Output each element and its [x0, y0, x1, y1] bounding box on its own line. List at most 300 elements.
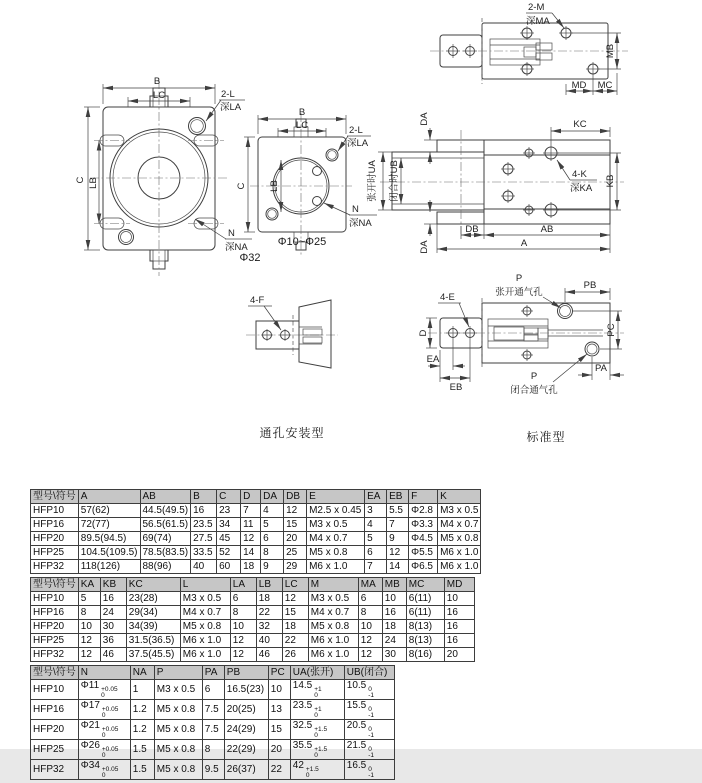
tolerance — [101, 687, 117, 699]
dim-label-db: DB — [465, 224, 479, 235]
table-cell: 18 — [382, 620, 406, 634]
tolerance-lower: -1 — [368, 732, 375, 739]
table-cell: 40 — [191, 560, 217, 574]
front-view-large — [75, 76, 261, 276]
table-cell: 23(28) — [126, 592, 180, 606]
table-cell — [78, 760, 130, 780]
tolerance-upper: +1.5 — [305, 766, 319, 773]
table-cell: M4 x 0.7 — [180, 606, 230, 620]
cell-value: 23.5 — [292, 700, 313, 711]
table-cell: 12 — [78, 634, 100, 648]
table-cell: 8(16) — [406, 648, 444, 662]
column-header: 型号\符号 — [31, 666, 79, 680]
table-cell: 20 — [268, 740, 290, 760]
table-cell: 16 — [191, 504, 217, 518]
table-row — [31, 504, 481, 518]
tolerance-lower: 0 — [314, 732, 318, 739]
dim-label-md: MD — [571, 80, 587, 91]
column-header: MA — [358, 578, 382, 592]
table-cell: 20 — [284, 532, 307, 546]
column-header: AB — [140, 490, 191, 504]
hole-depth-la: 深LA — [220, 102, 242, 113]
table-cell — [78, 700, 130, 720]
table-cell: 11 — [241, 518, 261, 532]
dim-label-d: D — [418, 329, 429, 337]
caption-through-hole-type: 通孔安装型 — [259, 426, 325, 440]
table-cell: 25 — [284, 546, 307, 560]
hole-label-2l: 2-L — [221, 89, 235, 100]
dim-label-b: B — [298, 107, 306, 118]
tolerance-upper: +1 — [314, 686, 322, 693]
table-cell: HFP16 — [31, 518, 79, 532]
hole-label-4f: 4-F — [250, 295, 265, 306]
table-cell: 18 — [256, 592, 282, 606]
table-cell: 60 — [217, 560, 241, 574]
column-header: B — [191, 490, 217, 504]
table-cell: 29(34) — [126, 606, 180, 620]
body-section — [299, 300, 331, 368]
table-cell — [78, 740, 130, 760]
table-cell: 20 — [444, 648, 474, 662]
table-cell: 9 — [261, 560, 284, 574]
table-cell: 16 — [444, 620, 474, 634]
header-row — [31, 490, 481, 504]
table-cell: 10 — [444, 592, 474, 606]
table-cell: 26(37) — [224, 760, 268, 780]
table-cell: 10 — [382, 592, 406, 606]
cell-value: 32.5 — [292, 720, 313, 731]
table-cell: 6 — [261, 532, 284, 546]
column-header: D — [241, 490, 261, 504]
table-cell: 40 — [256, 634, 282, 648]
hole-label-4k: 4-K — [572, 169, 587, 180]
table-cell: 72(77) — [78, 518, 140, 532]
column-header: LC — [282, 578, 308, 592]
dimension-table-1 — [30, 489, 481, 574]
table-cell: 12 — [284, 504, 307, 518]
table-cell — [290, 680, 344, 700]
table-cell: 12 — [358, 648, 382, 662]
column-header: A — [78, 490, 140, 504]
tolerance — [102, 767, 118, 779]
tolerance-upper: +1 — [314, 706, 322, 713]
table-cell: 1.5 — [130, 740, 154, 760]
table-cell: 69(74) — [140, 532, 191, 546]
column-header: DA — [261, 490, 284, 504]
table-cell: 36 — [100, 634, 126, 648]
table-cell: 27.5 — [191, 532, 217, 546]
table-cell: 7.5 — [202, 720, 224, 740]
table-cell: M5 x 0.8 — [154, 700, 202, 720]
dim-label-pc: PC — [606, 323, 617, 337]
dim-label-ea: EA — [426, 354, 440, 365]
side-view-middle — [366, 112, 624, 254]
hole-depth-na: 深NA — [349, 218, 372, 229]
hole-label-2m: 2-M — [528, 2, 545, 13]
tolerance-lower: 0 — [314, 752, 318, 759]
tolerance-upper: +0.05 — [101, 726, 119, 733]
dim-label-lc: LC — [295, 120, 309, 131]
table-cell: HFP25 — [31, 546, 79, 560]
table-cell: 46 — [256, 648, 282, 662]
table-cell: 14 — [241, 546, 261, 560]
tolerance-lower: 0 — [101, 732, 106, 739]
table-cell: 13 — [268, 700, 290, 720]
table-cell: M6 x 1.0 — [308, 634, 358, 648]
table-cell: 37.5(45.5) — [126, 648, 180, 662]
table-cell: 16 — [382, 606, 406, 620]
table-cell — [344, 760, 394, 780]
table-cell — [78, 680, 130, 700]
table-cell: 23 — [217, 504, 241, 518]
table-cell: 5 — [78, 592, 100, 606]
hole-label-2l: 2-L — [349, 125, 363, 136]
header-row — [31, 666, 395, 680]
cell-value: Φ21 — [80, 720, 100, 731]
table-cell: 23.5 — [191, 518, 217, 532]
table-cell: 22 — [282, 634, 308, 648]
table-cell: 30 — [382, 648, 406, 662]
table-cell: 1.2 — [130, 720, 154, 740]
table-cell: HFP20 — [31, 532, 79, 546]
tolerance — [102, 727, 118, 739]
column-header: E — [307, 490, 365, 504]
table-cell: M6 x 1.0 — [180, 634, 230, 648]
tolerance — [368, 707, 374, 719]
table-cell: 20(25) — [224, 700, 268, 720]
dim-label-kc: KC — [573, 119, 587, 130]
table-cell: 44.5(49.5) — [140, 504, 191, 518]
table-cell: HFP16 — [31, 700, 79, 720]
dim-label-pa: PA — [595, 363, 607, 374]
table-cell: 14 — [387, 560, 409, 574]
column-header: PB — [224, 666, 268, 680]
table-cell: 24 — [382, 634, 406, 648]
table-cell — [290, 740, 344, 760]
tolerance-lower: -1 — [368, 692, 375, 699]
tolerance — [306, 767, 319, 779]
cell-value: 16.5 — [346, 760, 367, 771]
table-cell: 9.5 — [202, 760, 224, 780]
tolerance-lower: -1 — [368, 772, 375, 779]
dim-label-da-bottom: DA — [419, 240, 430, 254]
tolerance-lower: 0 — [305, 772, 310, 779]
dim-label-lc: LC — [152, 90, 166, 101]
table-cell: 15 — [284, 518, 307, 532]
table-cell: HFP20 — [31, 620, 79, 634]
table-row — [31, 634, 475, 648]
table-cell: 6 — [365, 546, 387, 560]
caption-phi10-25: Φ10~Φ25 — [277, 236, 327, 248]
dim-label-kb: KB — [605, 174, 616, 188]
table-row — [31, 592, 475, 606]
table-cell: 30 — [100, 620, 126, 634]
dim-label-mb: MB — [605, 43, 616, 59]
table-cell: 10 — [78, 620, 100, 634]
table-row — [31, 606, 475, 620]
table-cell: M4 x 0.7 — [438, 518, 481, 532]
cell-value: Φ34 — [80, 760, 100, 771]
tolerance-upper: +0.05 — [101, 766, 119, 773]
table-cell: 10 — [230, 620, 256, 634]
table-cell: 8 — [261, 546, 284, 560]
table-cell: 31.5(36.5) — [126, 634, 180, 648]
table-cell — [344, 720, 394, 740]
face-hole — [313, 197, 322, 206]
cell-value: 14.5 — [292, 680, 313, 691]
cell-value: 42 — [292, 760, 304, 771]
table-cell: 46 — [100, 648, 126, 662]
table-cell: 32 — [256, 620, 282, 634]
table-cell: HFP16 — [31, 606, 79, 620]
table-row — [31, 560, 481, 574]
table-cell: 6 — [230, 592, 256, 606]
table-cell: 5.5 — [387, 504, 409, 518]
table-cell: 8 — [358, 606, 382, 620]
cell-value: Φ11 — [80, 680, 100, 691]
table-row — [31, 740, 395, 760]
table-row — [31, 700, 395, 720]
table-cell: Φ5.5 — [409, 546, 438, 560]
tolerance-lower: -1 — [368, 752, 375, 759]
table-cell: 12 — [387, 546, 409, 560]
table-cell: 45 — [217, 532, 241, 546]
dim-label-c: C — [236, 182, 247, 190]
table-cell: M5 x 0.8 — [180, 620, 230, 634]
table-cell: 12 — [282, 592, 308, 606]
detail-view-4f — [246, 295, 338, 368]
table-cell — [344, 700, 394, 720]
hole-label-n: N — [352, 204, 359, 215]
table-cell: M3 x 0.5 — [438, 504, 481, 518]
table-cell: 104.5(109.5) — [78, 546, 140, 560]
table-cell: 8 — [78, 606, 100, 620]
table-cell: 7 — [387, 518, 409, 532]
table-cell: 12 — [358, 634, 382, 648]
table-cell: 18 — [282, 620, 308, 634]
table-cell: 1.2 — [130, 700, 154, 720]
column-header: F — [409, 490, 438, 504]
table-cell: HFP25 — [31, 634, 79, 648]
dim-label-lb: LB — [88, 177, 99, 189]
dim-label-ua: 张开时UA — [367, 160, 378, 202]
table-cell: 22(29) — [224, 740, 268, 760]
cell-value: 10.5 — [346, 680, 367, 691]
side-view-top — [430, 2, 628, 95]
table-cell: 12 — [230, 648, 256, 662]
tolerance-lower: -1 — [368, 712, 375, 719]
table-cell: 10 — [268, 680, 290, 700]
tolerance-upper: +0.05 — [101, 686, 118, 693]
table-row — [31, 546, 481, 560]
caption-phi32: Φ32 — [239, 252, 261, 264]
column-header: UA(张开) — [290, 666, 344, 680]
dim-label-a: A — [520, 238, 528, 249]
table-cell: 16.5(23) — [224, 680, 268, 700]
cell-value: 20.5 — [346, 720, 367, 731]
table-cell: 8(13) — [406, 634, 444, 648]
table-cell: 34 — [217, 518, 241, 532]
tolerance-lower: 0 — [101, 692, 105, 699]
column-header: LB — [256, 578, 282, 592]
table-cell: 15 — [268, 720, 290, 740]
table-cell: 7 — [365, 560, 387, 574]
l-hole — [189, 118, 206, 135]
tolerance — [314, 747, 327, 759]
port-label-p-close: P — [530, 371, 538, 382]
hole-label-n: N — [228, 228, 235, 239]
hole-depth-na: 深NA — [225, 242, 248, 253]
tolerance-lower: 0 — [101, 752, 106, 759]
table-cell: Φ6.5 — [409, 560, 438, 574]
front-view-small — [236, 107, 377, 256]
table-row — [31, 680, 395, 700]
cell-value: 15.5 — [346, 700, 367, 711]
tolerance-upper: 0 — [368, 706, 372, 713]
table-cell: 1.5 — [130, 760, 154, 780]
table-cell — [290, 720, 344, 740]
header-row — [31, 578, 475, 592]
dim-label-ab: AB — [540, 224, 554, 235]
caption-standard-type: 标准型 — [526, 430, 566, 444]
cell-value: Φ26 — [80, 740, 100, 751]
tolerance — [314, 727, 327, 739]
table-cell: M5 x 0.8 — [154, 720, 202, 740]
table-cell: Φ4.5 — [409, 532, 438, 546]
table-cell: M5 x 0.8 — [308, 620, 358, 634]
table-cell: 56.5(61.5) — [140, 518, 191, 532]
table-cell: 6 — [202, 680, 224, 700]
cell-value: 35.5 — [292, 740, 313, 751]
table-row — [31, 532, 481, 546]
table-cell — [78, 720, 130, 740]
table-row — [31, 760, 395, 780]
table-cell: M5 x 0.8 — [438, 532, 481, 546]
column-header: KC — [126, 578, 180, 592]
hole-depth-ka: 深KA — [570, 183, 593, 194]
table-cell — [344, 740, 394, 760]
table-cell: 57(62) — [78, 504, 140, 518]
tolerance-upper: +0.05 — [101, 706, 119, 713]
cell-value: 21.5 — [346, 740, 367, 751]
tolerance-upper: +1.5 — [314, 726, 328, 733]
table-cell: M3 x 0.5 — [154, 680, 202, 700]
table-cell: 7 — [241, 504, 261, 518]
table-cell: 8 — [202, 740, 224, 760]
table-cell: 89.5(94.5) — [78, 532, 140, 546]
table-cell: 16 — [444, 634, 474, 648]
tolerance-upper: 0 — [368, 726, 372, 733]
table-cell: M5 x 0.8 — [307, 546, 365, 560]
table-cell: HFP10 — [31, 680, 79, 700]
dim-label-pb: PB — [583, 280, 597, 291]
table-row — [31, 518, 481, 532]
column-header: P — [154, 666, 202, 680]
table-cell: M6 x 1.0 — [307, 560, 365, 574]
table-cell: HFP32 — [31, 760, 79, 780]
table-cell: 29 — [284, 560, 307, 574]
column-header: 型号\符号 — [31, 578, 79, 592]
table-cell: HFP10 — [31, 504, 79, 518]
table-cell: M3 x 0.5 — [307, 518, 365, 532]
table-cell: 10 — [358, 620, 382, 634]
column-header: K — [438, 490, 481, 504]
cell-value: Φ17 — [80, 700, 100, 711]
tolerance-lower: 0 — [314, 692, 318, 699]
table-cell: 12 — [241, 532, 261, 546]
column-header: 型号\符号 — [31, 490, 79, 504]
table-cell: 16 — [444, 606, 474, 620]
tolerance — [368, 747, 374, 759]
table-cell: 18 — [241, 560, 261, 574]
table-cell: 5 — [261, 518, 284, 532]
column-header: M — [308, 578, 358, 592]
dim-label-da-top: DA — [419, 112, 430, 126]
dim-label-lb: LB — [269, 180, 280, 192]
table-cell: M6 x 1.0 — [438, 560, 481, 574]
column-header: KA — [78, 578, 100, 592]
port-label-close: 闭合通气孔 — [510, 385, 558, 396]
table-row — [31, 620, 475, 634]
table-cell: HFP10 — [31, 592, 79, 606]
column-header: UB(闭合) — [344, 666, 394, 680]
face-hole — [313, 167, 322, 176]
column-header: MD — [444, 578, 474, 592]
table-cell: 26 — [282, 648, 308, 662]
hole-depth-la: 深LA — [347, 138, 369, 149]
table-cell: 4 — [261, 504, 284, 518]
dim-label-mc: MC — [597, 80, 613, 91]
column-header: L — [180, 578, 230, 592]
table-cell: 6(11) — [406, 592, 444, 606]
dimension-table-3 — [30, 665, 395, 780]
tolerance — [102, 707, 118, 719]
table-cell: HFP25 — [31, 740, 79, 760]
hole-depth-ma: 深MA — [526, 16, 550, 27]
table-row — [31, 648, 475, 662]
table-cell: M3 x 0.5 — [308, 592, 358, 606]
column-header: KB — [100, 578, 126, 592]
table-cell: 9 — [387, 532, 409, 546]
table-cell: HFP32 — [31, 560, 79, 574]
table-cell: 15 — [282, 606, 308, 620]
table-cell: 22 — [256, 606, 282, 620]
tolerance — [314, 687, 321, 699]
tolerance — [314, 707, 321, 719]
finger-block — [392, 152, 484, 210]
table-cell: Φ3.3 — [409, 518, 438, 532]
table-cell: M4 x 0.7 — [307, 532, 365, 546]
table-cell: 3 — [365, 504, 387, 518]
tolerance — [102, 747, 118, 759]
table-row — [31, 720, 395, 740]
table-cell: M6 x 1.0 — [180, 648, 230, 662]
column-header: LA — [230, 578, 256, 592]
table-cell: 52 — [217, 546, 241, 560]
tolerance-upper: 0 — [368, 766, 372, 773]
spec-tables — [30, 489, 481, 783]
table-cell: 6(11) — [406, 606, 444, 620]
table-cell: 12 — [78, 648, 100, 662]
tolerance-lower: 0 — [101, 712, 106, 719]
tolerance-upper: +1.5 — [314, 746, 328, 753]
tolerance-lower: 0 — [101, 772, 106, 779]
table-cell: 33.5 — [191, 546, 217, 560]
table-cell — [290, 760, 344, 780]
tolerance — [368, 727, 374, 739]
table-cell: 12 — [230, 634, 256, 648]
table-cell: HFP32 — [31, 648, 79, 662]
